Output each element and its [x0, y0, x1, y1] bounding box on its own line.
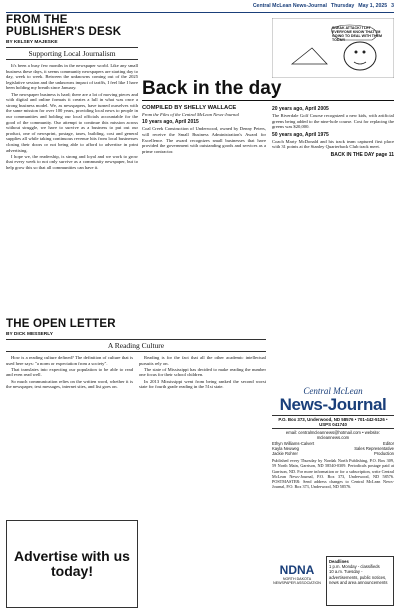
- publisher-kicker: Supporting Local Journalism: [6, 47, 138, 60]
- divider: [142, 100, 394, 101]
- staff-row: [272, 451, 394, 456]
- open-letter-title: THE OPEN LETTER: [6, 318, 116, 330]
- advertise-text: Advertise with us today!: [14, 548, 130, 579]
- open-letter-paragraph: That translates into expecting our population to be able to read and even read well.: [6, 366, 133, 378]
- open-letter-kicker: A Reading Culture: [6, 339, 266, 352]
- section-heading: 10 years ago, April 2015: [142, 119, 199, 126]
- ndna-caption: NORTH DAKOTA NEWSPAPER ASSOCIATION: [273, 577, 321, 585]
- section-text: Coal Creek Construction of Underwood, owned by Denny Peters, will receive the Small Business Administration's Award for Excellence. The award recognizes small businesses that have provided the government with outstanding goods and services as a prime contractor.: [142, 126, 266, 154]
- section-text: Coach Marty McDonald and his track team captured first place with 31 points at the Stanley Quarterback Club track meet.: [272, 138, 394, 150]
- back-in-day-title: Back in the day: [142, 78, 282, 99]
- publisher-byline: BY KELSEY MAJESKE: [6, 40, 58, 45]
- staff-list: [272, 441, 394, 457]
- staff-role: Sales Representative: [354, 445, 394, 451]
- masthead-name: News-Journal: [279, 395, 387, 414]
- deadlines-box: [326, 556, 394, 606]
- ndna-logo: [272, 556, 322, 592]
- masthead: [272, 386, 394, 489]
- deadline-item: 10 a.m. Tuesday - advertisements, public notices, news and area announcements: [329, 569, 388, 585]
- open-letter-paragraph: How is a reading culture defined? The definition of culture that is used here says: "a norm or expectation from a society".: [6, 355, 133, 366]
- masthead-address: P.O. Box 373, Underwood, ND 58576 • 701-442-5126 • USPS 041740: [272, 415, 394, 429]
- staff-role: Editor: [383, 440, 394, 446]
- compiled-from: From the Files of the Central McLean News-Journal: [142, 112, 239, 118]
- staff-name: Ethyn Williams-Calvert: [272, 440, 315, 446]
- section-text: The Riverdale Golf Course recognized a new kids, with artificial greens being added to the nine-hole course. Cost for replacing the greens was $20,000.: [272, 113, 394, 130]
- open-letter-byline: BY DICK MESSERLY: [6, 332, 53, 337]
- editorial-cartoon: [272, 18, 394, 84]
- back-in-day-column-right: [272, 104, 394, 158]
- page-header: [6, 3, 394, 13]
- header-paper: Central McLean News-Journal: [252, 3, 327, 9]
- back-in-day-column-left: [142, 105, 266, 154]
- publisher-paragraph: The newspaper business is hard; there are a lot of moving pieces and with digital and online formats it creates a lull in what was once a strong business model. We, as newspapers, have turned ourselves with the same mission for over 100 years, providing local news to people in our communities and holding our local officials accountable for the good of the community. Our attempt to continue this mission across without struggle, we have to survive as a business to put out our product, one of newsprint, postage, taxes, building, cost and general supplies all while taking continuous revenue hits from local businesses closing their doors or not being able to afford to advertise in print advertising.: [6, 91, 138, 153]
- advertise-box[interactable]: [6, 520, 138, 608]
- open-letter-paragraph: Reading is for the fact that all the other academic intellectual pursuits rely on.: [139, 355, 266, 366]
- deadline-item: 1 p.m. Monday - classifieds: [329, 564, 380, 570]
- open-letter-body: [6, 355, 266, 390]
- compiled-by: COMPILED BY SHELLY WALLACE: [142, 105, 237, 111]
- publisher-paragraph: I hope we, the readership, is strong and loyal and we work to grow that every week to not only survive as a community newspaper, but to help grow this so that all communities can have it.: [6, 153, 138, 170]
- section-heading: 20 years ago, April 2005: [272, 106, 329, 112]
- header-date: May 1, 2025: [358, 3, 388, 9]
- staff-name: Jackie Rohrer: [272, 451, 298, 456]
- ndna-logo-text: NDNA: [279, 563, 315, 577]
- publisher-title: FROM THE PUBLISHER'S DESK: [6, 14, 122, 38]
- publisher-article: [6, 14, 138, 171]
- open-letter-article: [6, 318, 266, 390]
- header-page: 3: [391, 3, 394, 9]
- open-letter-paragraph: The state of Mississippi has decided to make reading the number one focus for their school children.: [139, 366, 266, 378]
- open-letter-paragraph: In 2013 Mississippi went from being ranked the second worst state for fourth grade reading in the 51st state.: [139, 378, 266, 390]
- masthead-email[interactable]: email: centralmcleannews@hotmail.com • website: mcleannews.com: [285, 429, 381, 440]
- staff-name: Kayla Neuweg: [272, 445, 300, 451]
- publication-info: Published every Thursday by Nordak North Publishing, P.O. Box 309, 59 North Main, Garrison, ND 58540-0309. Periodicals postage paid at Garrison, ND. For more information or for a subscription, write Central McLean News-Journal, P.O. Box 373, Underwood, ND 58576. POSTMASTER: Send address changes to Central McLean News-Journal, P.O. Box 373, Underwood, ND 58576.: [272, 458, 394, 490]
- section-heading: 50 years ago, April 1975: [272, 131, 329, 138]
- header-day: Thursday: [330, 3, 355, 9]
- publisher-body: [6, 63, 138, 170]
- cartoon-caption: SNEAK ATTACK! I LET EVERYONE KNOW THAT I'M GOING TO DEAL WITH THEM TODAY!: [332, 26, 382, 42]
- staff-role: Production: [373, 451, 394, 456]
- back-page-link[interactable]: BACK IN THE DAY page 11: [330, 151, 394, 158]
- open-letter-paragraph: So much communication relies on the written word, whether it is the newspaper, text messages, internet sites, and list goes on.: [6, 378, 133, 390]
- masthead-top: Central McLean: [303, 386, 363, 396]
- publisher-paragraph: It's been a busy few months in the newspaper world. Like any small business these days, it seems community newspapers are starting day to day, week to week. Between the unknowns coming out of the 2025 legislative session and the unknowns impact of tariffs, I feel like I have been holding my breath since January.: [6, 63, 138, 91]
- deadlines-heading: Deadlines: [329, 559, 349, 564]
